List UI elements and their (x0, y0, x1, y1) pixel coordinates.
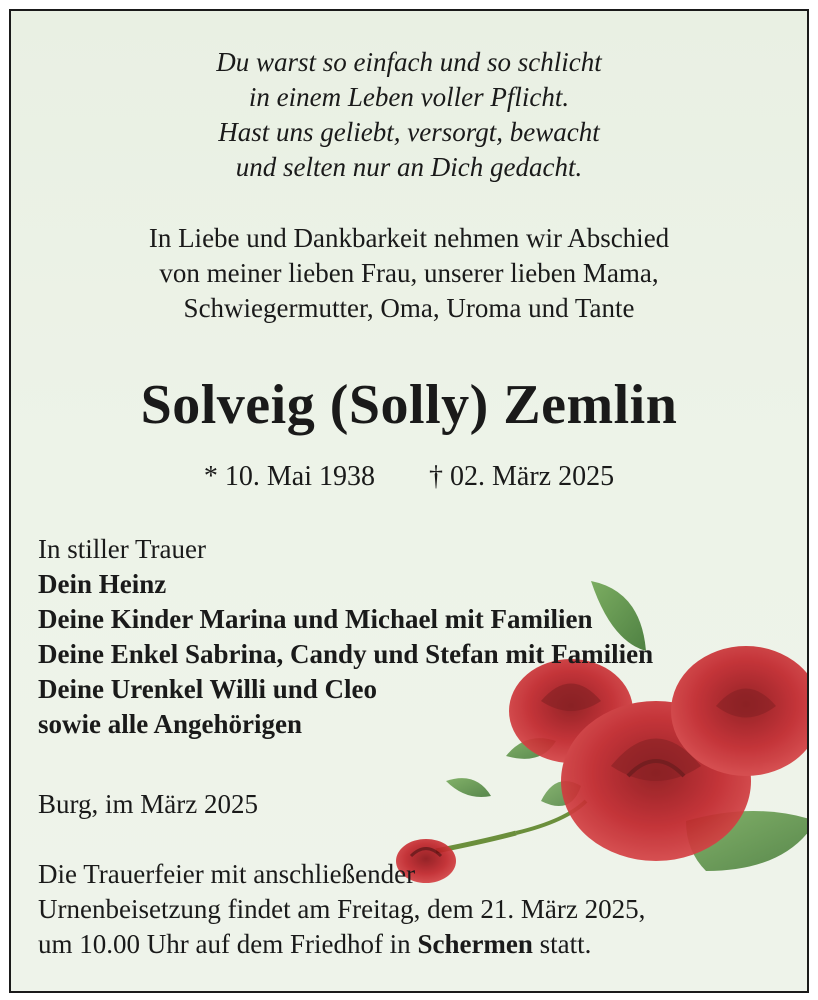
funeral-closing: statt. (539, 929, 592, 959)
life-dates (11, 459, 807, 495)
place-date: Burg, im März 2025 (38, 789, 258, 819)
mourners-block (38, 532, 653, 742)
mourner-line: Deine Kinder Marina und Michael mit Familien (38, 604, 593, 634)
obituary-card (9, 9, 809, 993)
funeral-time-text: um 10.00 Uhr auf dem Friedhof in (38, 929, 411, 959)
mourner-line: Deine Enkel Sabrina, Candy und Stefan mit Familien (38, 639, 654, 669)
intro-line: Schwiegermutter, Oma, Uroma und Tante (183, 293, 635, 323)
poem-line: Du warst so einfach und so schlicht (216, 47, 602, 77)
mourner-line: Deine Urenkel Willi und Cleo (38, 674, 378, 704)
poem-line: in einem Leben voller Pflicht. (248, 82, 570, 112)
birth-date: * 10. Mai 1938 (203, 461, 376, 492)
farewell-intro (11, 221, 807, 326)
funeral-line: Die Trauerfeier mit anschließender (38, 859, 416, 889)
funeral-info (38, 857, 645, 962)
poem-line: und selten nur an Dich gedacht. (235, 152, 583, 182)
mourner-line: sowie alle Angehörigen (38, 709, 302, 739)
funeral-line: Urnenbeisetzung findet am Freitag, dem 21. März 2025, (38, 894, 646, 924)
mourner-line: Dein Heinz (38, 569, 167, 599)
intro-line: von meiner lieben Frau, unserer lieben Mama, (159, 258, 659, 288)
deceased-name: Solveig (Solly) Zemlin (140, 374, 678, 436)
intro-line: In Liebe und Dankbarkeit nehmen wir Abschied (148, 223, 670, 253)
death-date: † 02. März 2025 (429, 461, 615, 492)
funeral-line (38, 927, 645, 962)
funeral-location: Schermen (417, 929, 533, 959)
poem (11, 45, 807, 185)
mourning-heading: In stiller Trauer (38, 534, 206, 564)
poem-line: Hast uns geliebt, versorgt, bewacht (218, 117, 600, 147)
